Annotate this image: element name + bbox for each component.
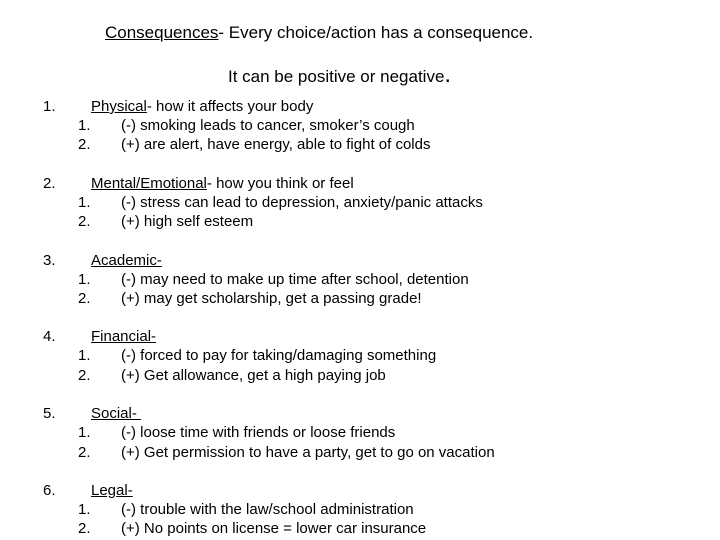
item-text: (-) trouble with the law/school administration [121,501,414,518]
section-number: 3. [43,252,56,269]
item-text: (+) may get scholarship, get a passing grade! [121,290,422,307]
item-text: (+) high self esteem [121,213,254,230]
section-name: Social- [91,405,142,422]
item-number: 1. [78,424,91,441]
title-rest: - Every choice/action has a consequence. [218,23,534,42]
section-number: 2. [43,175,56,192]
item-number: 1. [78,347,91,364]
section-desc: - how you think or feel [206,175,354,192]
item-number: 2. [78,520,91,537]
item-text: (+) Get allowance, get a high paying job [121,367,386,384]
item-text: (-) loose time with friends or loose friends [121,424,396,441]
section-number: 5. [43,405,56,422]
item-number: 1. [78,501,91,518]
section-name: Legal- [91,482,133,499]
section-desc: - how it affects your body [146,98,314,115]
item-text: (-) stress can lead to depression, anxiety/panic attacks [121,194,483,211]
section-number: 4. [43,328,56,345]
subtitle-text: It can be positive or negative [228,67,445,86]
section-number: 1. [43,98,56,115]
section-name: Academic- [91,252,162,269]
section-name: Mental/Emotional [91,175,207,192]
title-heading: Consequences [105,23,219,42]
section-heading [91,97,313,116]
item-text: (+) are alert, have energy, able to fight of colds [121,136,431,153]
item-number: 1. [78,194,91,211]
section-name: Physical [91,98,147,115]
item-number: 2. [78,136,91,153]
item-number: 1. [78,117,91,134]
subtitle-period: . [444,61,452,88]
item-text: (-) may need to make up time after school, detention [121,271,469,288]
item-text: (+) No points on license = lower car insurance [121,520,427,537]
section-number: 6. [43,482,56,499]
page-title [105,22,533,44]
section-heading [91,251,162,270]
section-name: Financial- [91,328,157,345]
page-subtitle [228,61,452,88]
section-heading [91,481,133,500]
item-number: 2. [78,213,91,230]
item-number: 1. [78,271,91,288]
section-heading [91,327,156,346]
section-heading [91,404,141,423]
item-text: (-) smoking leads to cancer, smoker’s cough [121,117,415,134]
item-number: 2. [78,290,91,307]
item-number: 2. [78,367,91,384]
item-text: (-) forced to pay for taking/damaging something [121,347,437,364]
item-text: (+) Get permission to have a party, get to go on vacation [121,444,495,461]
item-number: 2. [78,444,91,461]
section-heading [91,174,354,193]
